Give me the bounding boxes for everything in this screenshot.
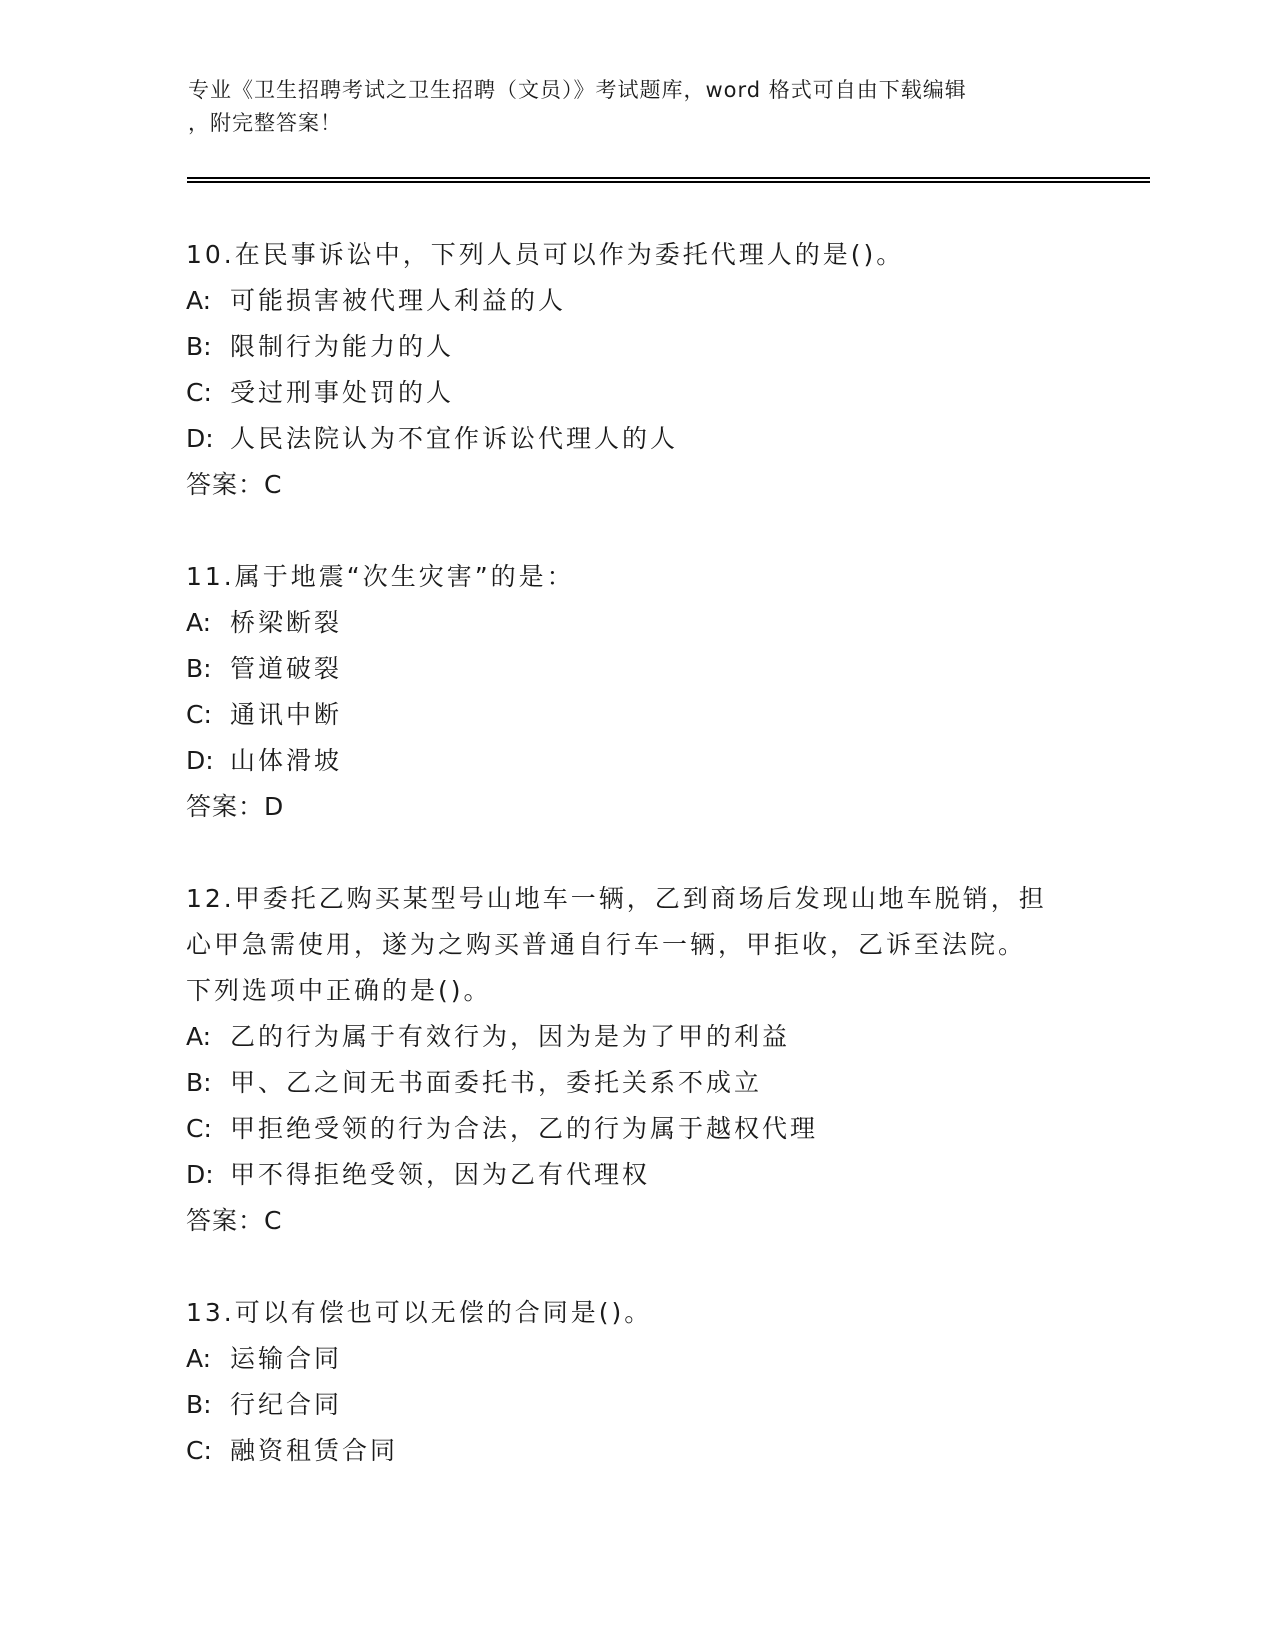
answer-option — [186, 738, 1106, 784]
option-letter: B: — [186, 1068, 212, 1097]
answer-option — [186, 1014, 1106, 1060]
header-line-2: ，附完整答案！ — [188, 111, 342, 135]
answer-value: C — [264, 470, 283, 499]
answer-option — [186, 324, 1106, 370]
answer-option — [186, 692, 1106, 738]
question-stem: 11.属于地震“次生灾害”的是： — [186, 562, 575, 591]
question-block — [186, 1290, 1106, 1474]
option-letter: A: — [186, 286, 212, 315]
option-letter: C: — [186, 700, 212, 729]
document-header — [188, 74, 1088, 140]
answer-label: 答案： — [186, 792, 265, 821]
answer-option — [186, 600, 1106, 646]
answer-option — [186, 1382, 1106, 1428]
answer-option — [186, 646, 1106, 692]
answer-option — [186, 416, 1106, 462]
option-letter: D: — [186, 1160, 214, 1189]
answer-line — [186, 784, 1106, 830]
option-letter: A: — [186, 608, 212, 637]
answer-value: D — [264, 792, 285, 821]
answer-line — [186, 462, 1106, 508]
option-text: 可能损害被代理人利益的人 — [230, 286, 567, 315]
question-list — [186, 232, 1106, 1520]
option-text: 受过刑事处罚的人 — [230, 378, 455, 407]
header-line-1: 专业《卫生招聘考试之卫生招聘（文员）》考试题库，word 格式可自由下载编辑 — [188, 78, 967, 102]
question-stem: 10.在民事诉讼中，下列人员可以作为委托代理人的是()。 — [186, 240, 905, 269]
option-text: 甲、乙之间无书面委托书，委托关系不成立 — [230, 1068, 763, 1097]
option-text: 甲不得拒绝受领，因为乙有代理权 — [230, 1160, 651, 1189]
option-letter: B: — [186, 1390, 212, 1419]
answer-option — [186, 1336, 1106, 1382]
option-text: 甲拒绝受领的行为合法，乙的行为属于越权代理 — [230, 1114, 819, 1143]
option-letter: C: — [186, 1114, 212, 1143]
option-text: 通讯中断 — [230, 700, 343, 729]
option-text: 人民法院认为不宜作诉讼代理人的人 — [230, 424, 679, 453]
question-stem: 心甲急需使用，遂为之购买普通自行车一辆，甲拒收，乙诉至法院。 — [186, 930, 1027, 959]
answer-option — [186, 278, 1106, 324]
option-letter: D: — [186, 746, 214, 775]
question-stem: 下列选项中正确的是()。 — [186, 976, 492, 1005]
option-text: 行纪合同 — [230, 1390, 343, 1419]
question-stem: 13.可以有偿也可以无偿的合同是()。 — [186, 1298, 653, 1327]
answer-option — [186, 1152, 1106, 1198]
option-text: 限制行为能力的人 — [230, 332, 455, 361]
question-block — [186, 232, 1106, 508]
answer-label: 答案： — [186, 470, 265, 499]
option-letter: B: — [186, 332, 212, 361]
option-letter: D: — [186, 424, 214, 453]
option-text: 乙的行为属于有效行为，因为是为了甲的利益 — [230, 1022, 791, 1051]
option-letter: C: — [186, 378, 212, 407]
answer-value: C — [264, 1206, 283, 1235]
question-stem: 12.甲委托乙购买某型号山地车一辆，乙到商场后发现山地车脱销，担 — [186, 884, 1047, 913]
answer-option — [186, 370, 1106, 416]
option-text: 管道破裂 — [230, 654, 343, 683]
header-divider-bottom — [187, 181, 1150, 183]
option-text: 桥梁断裂 — [230, 608, 343, 637]
option-text: 运输合同 — [230, 1344, 343, 1373]
answer-option — [186, 1106, 1106, 1152]
answer-label: 答案： — [186, 1206, 265, 1235]
option-letter: C: — [186, 1436, 212, 1465]
answer-option — [186, 1428, 1106, 1474]
header-divider-top — [187, 177, 1150, 179]
question-block — [186, 876, 1106, 1244]
question-block — [186, 554, 1106, 830]
option-text: 融资租赁合同 — [230, 1436, 399, 1465]
option-letter: B: — [186, 654, 212, 683]
answer-line — [186, 1198, 1106, 1244]
option-letter: A: — [186, 1344, 212, 1373]
option-text: 山体滑坡 — [230, 746, 343, 775]
answer-option — [186, 1060, 1106, 1106]
option-letter: A: — [186, 1022, 212, 1051]
